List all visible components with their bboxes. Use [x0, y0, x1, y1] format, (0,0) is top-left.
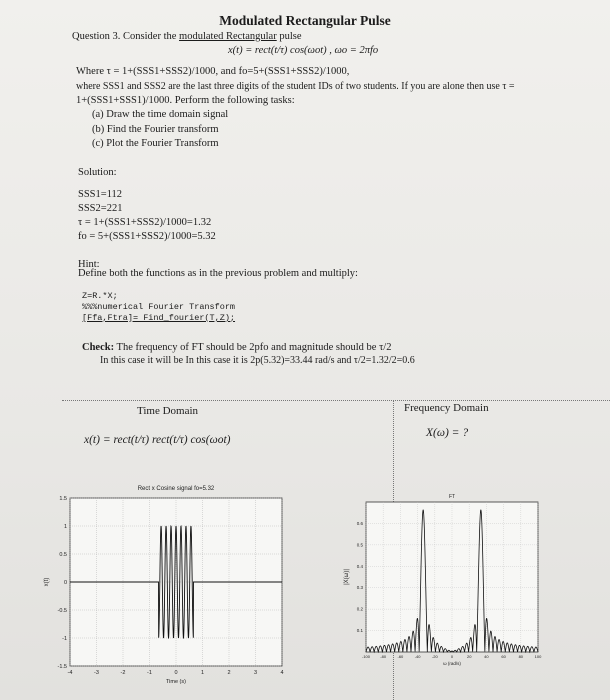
time-x-axis-label: Time (s): [166, 679, 186, 685]
hint-label: Hint:: [78, 259, 100, 270]
freq-y-tick-label: 0.1: [356, 628, 363, 634]
freq-x-tick-label: 20: [466, 654, 472, 659]
freq-x-tick-label: 100: [534, 654, 542, 659]
page-title: Modulated Rectangular Pulse: [219, 13, 391, 28]
time-y-tick-label: 0.5: [59, 552, 67, 558]
time-x-tick-label: -3: [94, 670, 99, 676]
freq-x-tick-label: -80: [380, 654, 387, 659]
hint-text: Define both the functions as in the previous problem and multiply:: [78, 268, 358, 279]
freq-x-tick-label: 40: [484, 654, 489, 659]
frequency-domain-heading: Frequency Domain: [404, 402, 489, 414]
frequency-domain-formula: X(ω) = ?: [426, 427, 469, 439]
freq-y-tick-label: 0.3: [356, 585, 363, 591]
time-x-tick-label: -2: [120, 670, 126, 676]
section-divider: [62, 400, 610, 401]
check-line-2: In this case it will be In this case it is 2p(5.32)=33.44 rad/s and τ/2=1.32/2=0.6: [100, 355, 415, 366]
where-line-2: where SSS1 and SSS2 are the last three digits of the student IDs of two students. If you are alone then use τ =: [76, 81, 515, 92]
question-prefix: Question 3. Consider the: [72, 31, 180, 42]
frequency-domain-chart: [340, 488, 550, 688]
solution-line-1: SSS1=112: [78, 189, 123, 200]
freq-x-axis-label: ω (rad/s): [443, 661, 461, 666]
check-label: Check:: [82, 342, 115, 353]
freq-x-tick-label: -20: [431, 654, 438, 659]
time-y-tick-label: 1.5: [59, 496, 67, 502]
freq-y-tick-label: 0.2: [356, 606, 363, 612]
time-domain-heading: Time Domain: [137, 405, 199, 417]
question-line: [72, 31, 302, 42]
where-line-1: Where τ = 1+(SSS1+SSS2)/1000, and fo=5+(SSS1+SSS2)/1000,: [76, 66, 350, 77]
main-formula: x(t) = rect(t/τ) cos(ωot) , ωo = 2πfo: [228, 45, 379, 56]
time-y-tick-label: -0.5: [57, 608, 67, 614]
freq-x-tick-label: -100: [361, 654, 371, 659]
time-y-tick-label: -1: [62, 636, 67, 642]
time-x-tick-label: 1: [200, 670, 205, 676]
time-domain-chart: [40, 478, 300, 700]
code-line-2: %%%numerical Fourier Transform: [82, 302, 236, 312]
time-x-tick-label: 3: [253, 670, 258, 676]
time-plot-title: Rect x Cosine signal fo=5.32: [137, 486, 215, 492]
code-line-3: [Ffa,Ftra]= Find_fourier(T,Z);: [82, 313, 236, 323]
freq-x-tick-label: 60: [501, 654, 506, 659]
question-suffix: pulse: [276, 31, 302, 42]
solution-line-3: τ = 1+(SSS1+SSS2)/1000=1.32: [78, 217, 212, 228]
question-link: modulated Rectangular: [179, 31, 277, 42]
time-x-tick-label: 4: [280, 670, 284, 676]
time-y-axis-label: x(t): [44, 577, 50, 587]
task-a: (a) Draw the time domain signal: [92, 109, 229, 120]
time-x-tick-label: 2: [227, 670, 231, 676]
task-b: (b) Find the Fourier transform: [92, 124, 219, 135]
freq-x-tick-label: -60: [397, 654, 404, 659]
time-y-tick-label: 0: [63, 580, 67, 586]
freq-y-tick-label: 0.5: [356, 542, 363, 548]
time-y-tick-label: 1: [63, 524, 67, 530]
time-y-tick-label: -1.5: [57, 664, 67, 670]
freq-x-tick-label: 80: [518, 654, 524, 659]
task-c: (c) Plot the Fourier Transform: [92, 138, 219, 149]
code-line-1: Z=R.*X;: [82, 291, 118, 301]
time-x-tick-label: -4: [67, 670, 73, 676]
freq-y-tick-label: 0.6: [356, 520, 363, 526]
solution-line-4: fo = 5+(SSS1+SSS2)/1000=5.32: [78, 231, 216, 242]
check-text: The frequency of FT should be 2pfo and magnitude should be τ/2: [114, 342, 392, 353]
freq-x-tick-label: -40: [414, 654, 421, 659]
check-line-1: [82, 342, 391, 353]
freq-plot-title: FT: [448, 494, 456, 500]
time-x-tick-label: 0: [174, 670, 178, 676]
freq-y-axis-label: |X(ω)|: [344, 569, 350, 585]
time-x-tick-label: -1: [147, 670, 152, 676]
freq-y-tick-label: 0.4: [356, 563, 363, 569]
solution-line-2: SSS2=221: [78, 203, 123, 214]
time-domain-formula: x(t) = rect(t/τ) rect(t/τ) cos(ωot): [84, 434, 231, 446]
where-line-3: 1+(SSS1+SSS1)/1000. Perform the following tasks:: [76, 95, 295, 106]
solution-label: Solution:: [78, 167, 117, 178]
freq-x-tick-label: 0: [450, 654, 454, 659]
